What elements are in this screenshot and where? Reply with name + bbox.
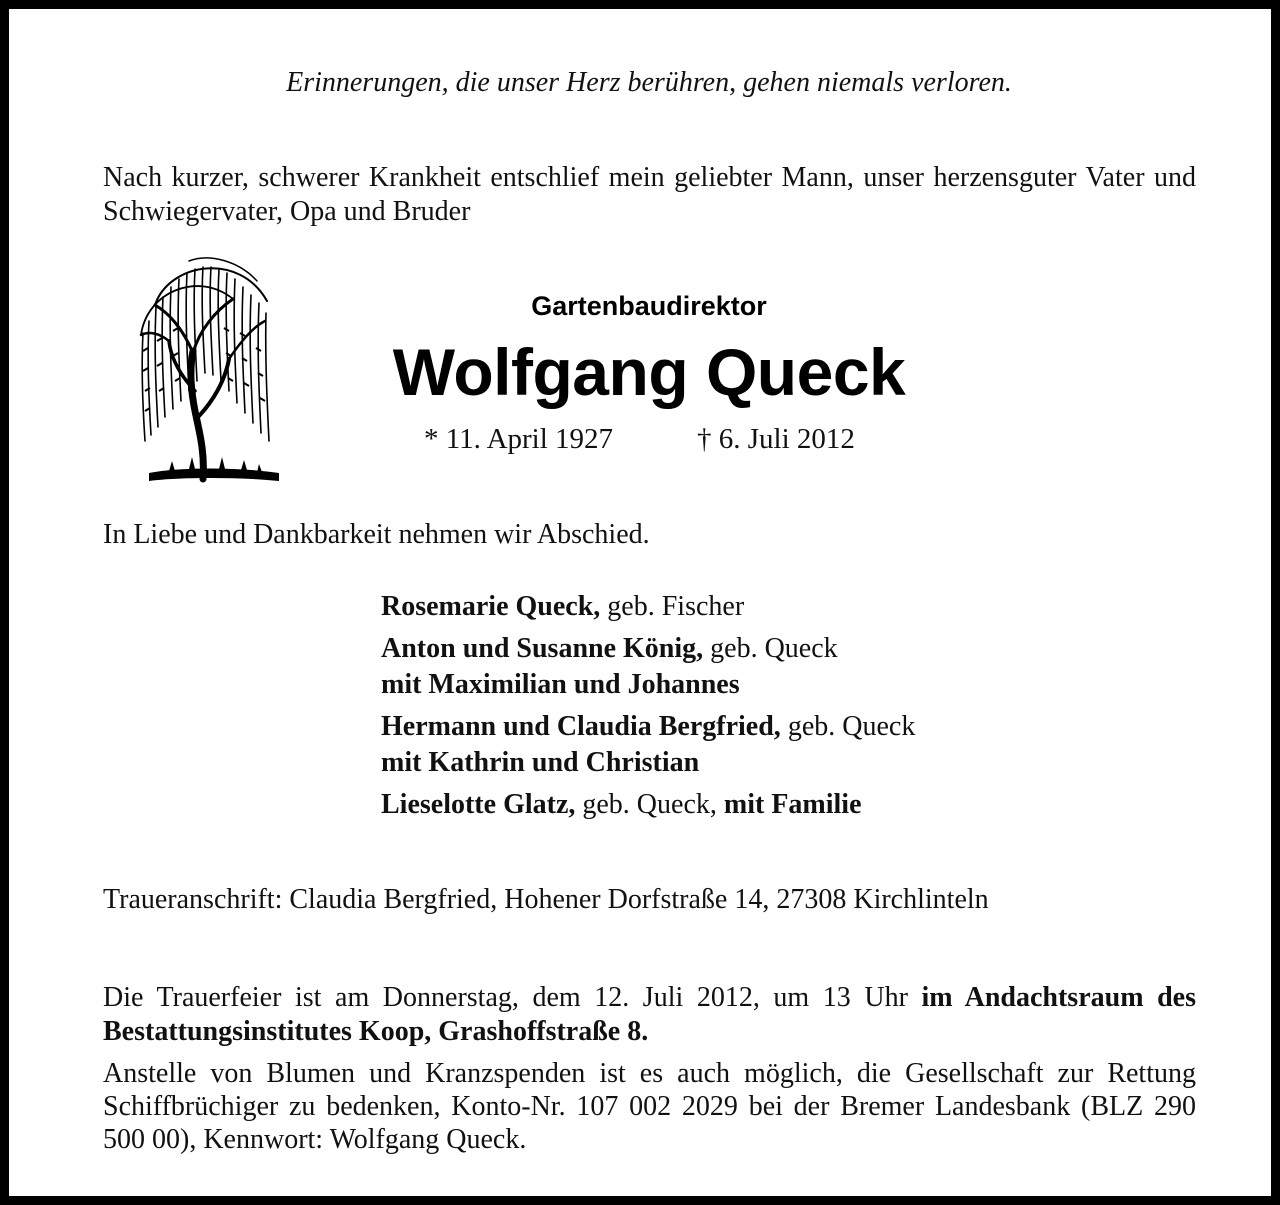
mourner-entry	[381, 787, 915, 823]
motto: Erinnerungen, die unser Herz berühren, gehen niemals verloren.	[286, 67, 1012, 98]
mourner-extra: mit Familie	[716, 789, 862, 820]
mourners-list	[381, 589, 915, 829]
mourner-note: geb. Queck	[780, 711, 916, 742]
mourner-name: Anton und Susanne König,	[381, 633, 704, 664]
donation-note: Anstelle von Blumen und Kranzspenden ist es auch möglich, die Gesellschaft zur Rettung Schiffbrüchiger zu bedenken, Konto-Nr. 107 002 2029 bei der Bremer Landesbank (BLZ 290 500 00), Kennwort: Wolfgang Queck.	[103, 1058, 1196, 1155]
funeral-service	[103, 981, 1196, 1049]
death-date: † 6. Juli 2012	[697, 423, 855, 455]
mourner-entry	[381, 631, 915, 703]
mourner-entry	[381, 589, 915, 625]
birth-date: * 11. April 1927	[424, 423, 614, 455]
mourner-name: Lieselotte Glatz,	[381, 789, 576, 820]
mourner-note: geb. Fischer	[600, 591, 745, 622]
mourning-address: Traueranschrift: Claudia Bergfried, Hohener Dorfstraße 14, 27308 Kirchlinteln	[103, 884, 989, 915]
mourner-name: Rosemarie Queck,	[381, 591, 601, 622]
weeping-willow-icon	[129, 241, 289, 503]
mourner-children: mit Kathrin und Christian	[381, 747, 700, 778]
mourner-name: Hermann und Claudia Bergfried,	[381, 711, 781, 742]
mourner-entry	[381, 709, 915, 781]
service-text: Die Trauerfeier ist am Donnerstag, dem 12. Juli 2012, um 13 Uhr	[103, 982, 922, 1013]
mourner-note: geb. Queck	[703, 633, 838, 664]
deceased-title: Gartenbaudirektor	[531, 291, 767, 321]
service-location: im Andachtsraum des Bestattungsinstitutes Koop, Grashoffstraße 8.	[103, 982, 1196, 1047]
mourner-note: geb. Queck,	[575, 789, 717, 820]
intro-text: Nach kurzer, schwerer Krankheit entschlief mein geliebter Mann, unser herzensguter Vater und Schwiegervater, Opa und Bruder	[103, 162, 1196, 227]
deceased-name: Wolfgang Queck	[392, 335, 906, 409]
farewell-text: In Liebe und Dankbarkeit nehmen wir Abschied.	[103, 519, 650, 550]
mourner-children: mit Maximilian und Johannes	[381, 669, 740, 700]
